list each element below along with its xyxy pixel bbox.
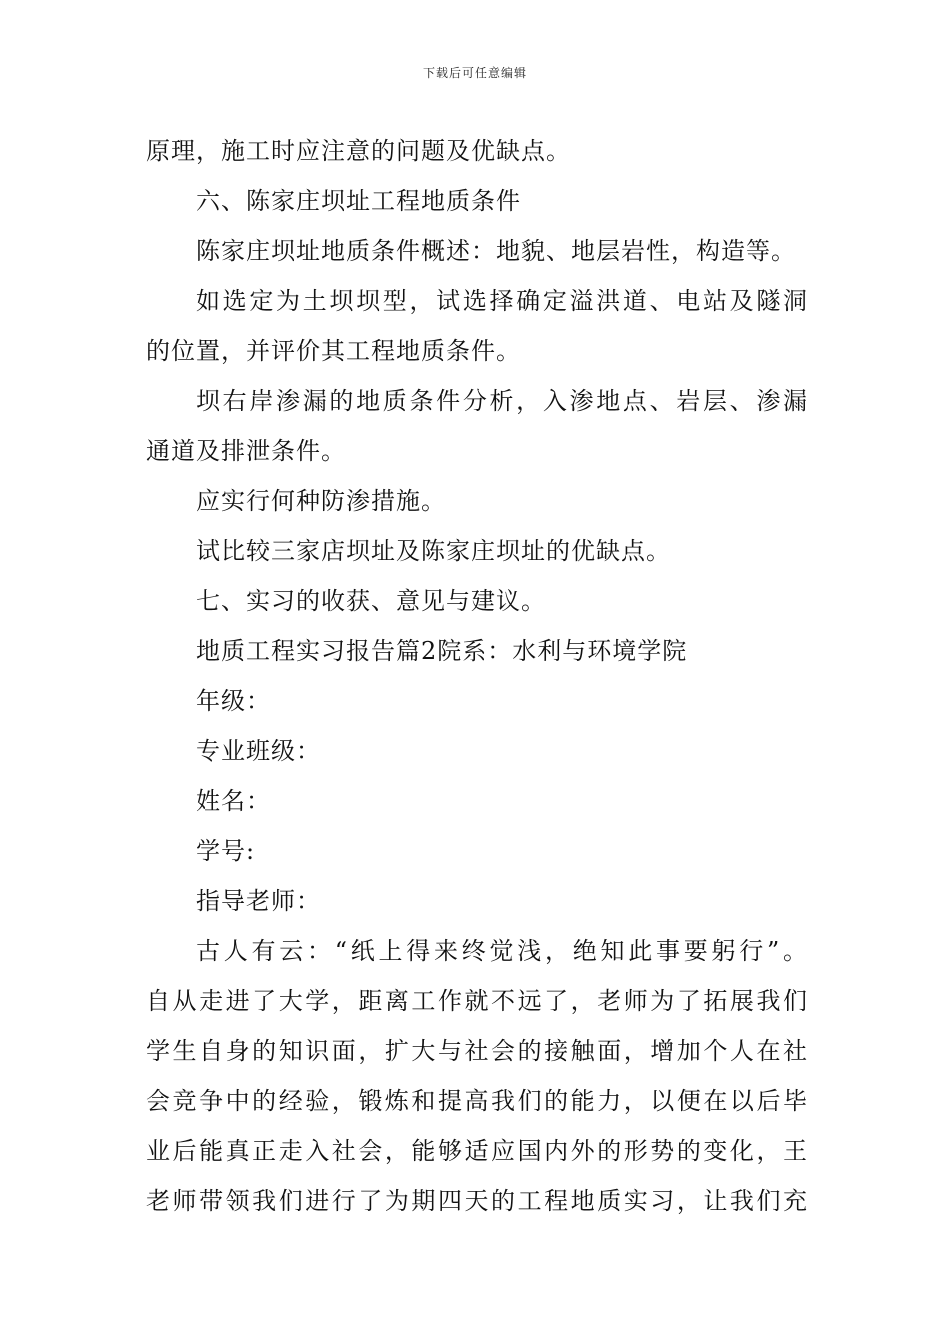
text-line: 自从走进了大学，距离工作就不远了，老师为了拓展我们 — [146, 987, 808, 1015]
field-class-label: 专业班级： — [196, 737, 321, 765]
document-body — [146, 126, 808, 1226]
field-grade-label: 年级： — [196, 687, 271, 715]
text-line: 陈家庄坝址地质条件概述：地貌、地层岩性，构造等。 — [196, 237, 796, 265]
text-line: 如选定为土坝坝型，试选择确定溢洪道、电站及隧洞 — [196, 287, 808, 315]
section-heading: 七、实习的收获、意见与建议。 — [196, 587, 546, 615]
text-line: 应实行何种防渗措施。 — [196, 487, 446, 515]
field-name-label: 姓名： — [196, 787, 271, 815]
text-line: 古人有云：“纸上得来终觉浅，绝知此事要躬行”。 — [196, 937, 808, 965]
report-title: 地质工程实习报告篇2院系：水利与环境学院 — [196, 637, 688, 665]
text-line: 坝右岸渗漏的地质条件分析，入渗地点、岩层、渗漏 — [196, 387, 808, 415]
text-line: 的位置，并评价其工程地质条件。 — [146, 337, 521, 365]
field-student-id-label: 学号: — [196, 837, 256, 865]
text-line: 业后能真正走入社会，能够适应国内外的形势的变化，王 — [146, 1137, 808, 1165]
text-line: 通道及排泄条件。 — [146, 437, 346, 465]
section-heading: 六、陈家庄坝址工程地质条件 — [196, 187, 521, 215]
text-line: 学生自身的知识面，扩大与社会的接触面，增加个人在社 — [146, 1037, 808, 1065]
text-line: 原理，施工时应注意的问题及优缺点。 — [146, 137, 571, 165]
page-header-note: 下载后可任意编辑 — [422, 66, 527, 80]
text-line: 老师带领我们进行了为期四天的工程地质实习，让我们充 — [146, 1187, 808, 1215]
field-advisor-label: 指导老师： — [196, 887, 321, 915]
text-line: 试比较三家店坝址及陈家庄坝址的优缺点。 — [196, 537, 671, 565]
text-line: 会竞争中的经验，锻炼和提高我们的能力，以便在以后毕 — [146, 1087, 808, 1115]
